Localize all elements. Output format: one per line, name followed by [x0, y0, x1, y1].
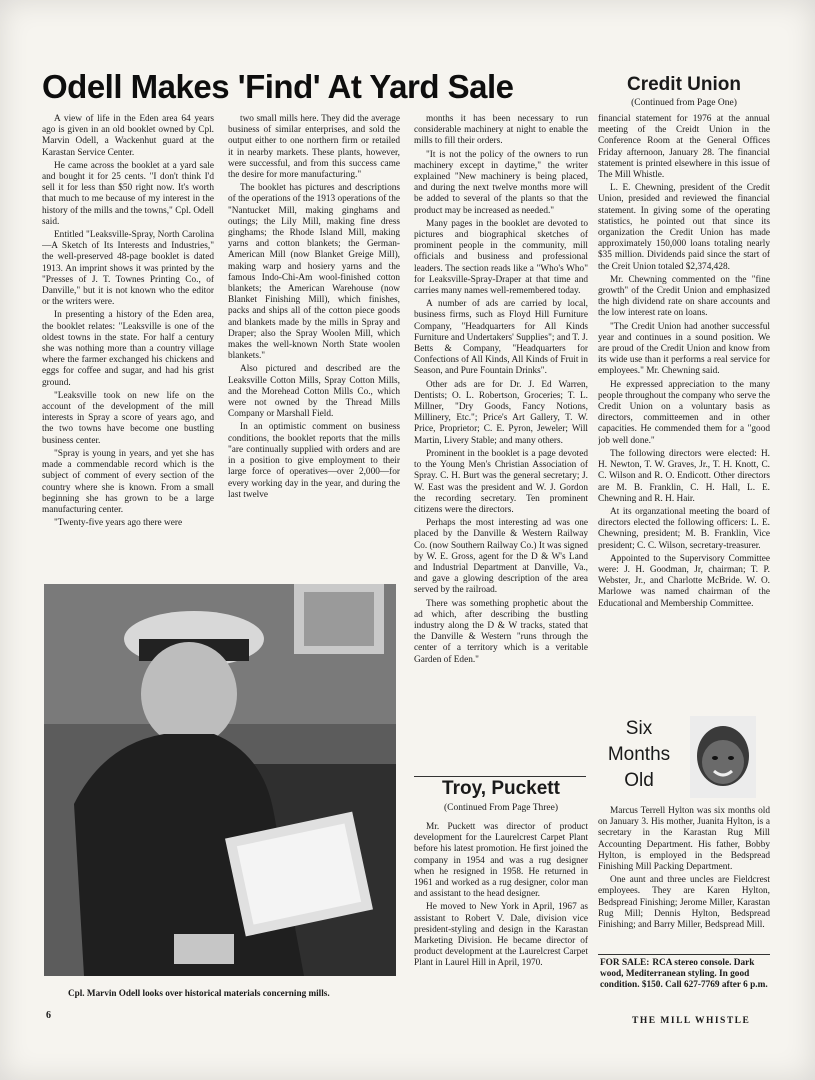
- divider: [414, 776, 586, 777]
- headline: Odell Makes 'Find' At Yard Sale: [42, 68, 514, 105]
- paragraph: months it has been necessary to run considerable machinery at night to enable the mills to fill their orders.: [414, 114, 588, 147]
- paragraph: Entitled "Leaksville-Spray, North Carolina—A Sketch of Its Interests and Industries," the well-preserved 48-page booklet is dated 1913. An imprint shows it was printed by the "Presses of J. T. Townes Printing Co., of Danville," but it is not known who the editor or the writers were.: [42, 230, 214, 308]
- paragraph: Other ads are for Dr. J. Ed Warren, Dentists; O. L. Robertson, Groceries; T. L. Millner, "Dry Goods, Fancy Notions, Millinery, Etc."; Price's Art Gallery, T. W. Price, Proprietor; C. E. Pyron, Jeweler; Will Martin, Livery Stable; and many others.: [414, 379, 588, 446]
- paragraph: "Twenty-five years ago there were: [54, 518, 183, 529]
- paragraph: A view of life in the Eden area 64 years ago is given in an old booklet owned by Cpl. Marvin Odell, a Wackenhut guard at the Karastan Service Center.: [42, 114, 214, 158]
- credit-union-column: [598, 114, 770, 714]
- paragraph: "Leaksville took on new life on the account of the development of the mill interests in Spray a score of years ago, and the two towns have become one bustling business center.: [42, 390, 214, 446]
- paragraph: In an optimistic comment on business conditions, the booklet reports that the mills "are continually supplied with orders and are in a position to give employment to their large force of operatives—over 2,000—for every working day in the year, and during the last twelve: [228, 422, 400, 500]
- baby-photo: [690, 716, 756, 798]
- paragraph: Appointed to the Supervisory Committee were: J. H. Goodman, Jr, chairman; T. P. Webster, Jr., and Charlotte McBride. W. O. Marlowe was named chairman of the Educational and Membership Committee.: [598, 553, 770, 609]
- paragraph: two small mills here. They did the average business of similar enterprises, and sold the output either to one northern firm or retailed it in nearby markets. These plants, however, were successful, and from this success came the desire for more manufacturing.": [228, 114, 400, 181]
- paragraph: L. E. Chewning, president of the Credit Union, presided and reviewed the financial statement. In giving some of the operating statistics, he pointed out that since its organization the Credit Union has made approximately 150,000 loans totaling nearly $35 million. Dividends paid since the start of the Creit Union totaled $2,374,428.: [598, 183, 770, 272]
- photo-caption: Cpl. Marvin Odell looks over historical materials concerning mills.: [68, 988, 330, 998]
- troy-column: [414, 822, 588, 1012]
- paragraph: He moved to New York in April, 1967 as assistant to Robert V. Dale, division vice president-styling and design in the Karastan Marketing Division. He became director of product development at the Laurelcrest Carpet Plant in Laurel Hill in April, 1970.: [414, 902, 588, 969]
- title-line: Old: [624, 770, 654, 791]
- paragraph: Prominent in the booklet is a page devoted to the Young Men's Christian Association of Spray. C. H. Burt was the general secretary; J. W. East was the president and W. J. Gordon the recording secretary. Ten prominent citizens were the directors.: [414, 448, 588, 515]
- credit-union-header: [598, 74, 770, 108]
- paragraph: In presenting a history of the Eden area, the booklet relates: "Leaksville is one of the oldest towns in the state. For half a century she was nothing more than a country village where the farmer exchanged his chickens and eggs for coffee and sugar, and had his grist ground.: [42, 310, 214, 388]
- paragraph: The booklet has pictures and descriptions of the operations of the 1913 operations of the "Nantucket Mill, making ginghams and outings; the Lily Mill, making fine dress ginghams; the Rhode Island Mill, making yarns and cotton blankets; the German-American Mill (now Blanket Greige Mill), making warp and hosiery yarns and the famous Indo-Chi-Am wool-finished cotton blankets; the American Warehouse (now Blanket Finishing Mill), which finishes, packs and ships all of the cotton piece goods and blankets made by the mills in Spray and Draper; also the Spray Woolen Mill, which makes the well-known North State woolen blankets.": [228, 183, 400, 362]
- article-column-3: [414, 114, 588, 774]
- credit-union-continued: (Continued from Page One): [631, 98, 737, 108]
- page-number: 6: [46, 1010, 51, 1021]
- title-line: Six: [625, 718, 653, 739]
- paragraph: He expressed appreciation to the many people throughout the company who serve the Credit Union on a voluntary basis as directors, committeemen and in other capacities. He commended them for a "good job well done.": [598, 379, 770, 446]
- classified-ad: [600, 958, 770, 992]
- troy-continued: (Continued From Page Three): [443, 803, 559, 813]
- paragraph: Perhaps the most interesting ad was one placed by the Danville & Western Railway Co. (now Southern Railway Co.) It was signed by W. E. Gross, agent for the D & W's Land and Industrial Department at Danville, Va., and gave a glowing description of the area served by the railroad.: [414, 518, 588, 596]
- paragraph: At its organzational meeting the board of directors elected the following officers: L. E. Chewning, president; M. B. Franklin, Vice president; C. C. Wilson, secretary-treasurer.: [598, 506, 770, 551]
- odell-photo: [44, 584, 396, 976]
- troy-title: Troy, Puckett: [442, 778, 560, 799]
- paragraph: There was something prophetic about the ad which, after describing the bustling industry along the D & W tracks, stated that the Danville & Western "runs through the center of a territory which is a veritable Garden of Eden.": [414, 598, 588, 665]
- paragraph: Mr. Puckett was director of product development for the Laurelcrest Carpet Plant before his latest promotion. He first joined the company in 1954 and was a rug designer when he resigned in 1958. He returned in 1961 and worked as a rug designer, color man and assistant to the head designer.: [414, 822, 588, 900]
- article-column-2: [228, 114, 400, 582]
- paragraph: The following directors were elected: H. H. Newton, T. W. Graves, Jr., T. H. Knott, C. C. Wilson and R. O. Endicott. Other directors are M. B. Franklin, C. H. Hall, L. E. Chewning and R. H. Hair.: [598, 448, 770, 504]
- article-column-1: [42, 114, 214, 582]
- paragraph: financial statement for 1976 at the annual meeting of the Creidt Union in the Conference Room at the General Offices Friday afternoon, January 28. The financial statement is printed elsewhere in this issue of The Mill Whistle.: [598, 114, 770, 181]
- paragraph: A number of ads are carried by local, business firms, such as Floyd Hill Furniture Company, "Headquarters for All Kinds Furniture and Undertakers' Supplies"; and T. J. Betts & Company, "Headquarters for Confections of All Kinds, All Kinds of Fruit in Season, and Pure Fountain Drinks".: [414, 299, 588, 377]
- paragraph: One aunt and three uncles are Fieldcrest employees. They are Karen Hylton, Bedspread Finishing; Jerome Miller, Karastan Rug Mill; Dennis Hylton, Bedspread Finishing; and Barry Miller, Bedspread Mill.: [598, 875, 770, 931]
- credit-union-title: Credit Union: [627, 74, 741, 95]
- paragraph: "The Credit Union had another successful year and continues in a sound position. We are proud of the Credit Union and know from its wide use than it performs a real service for employees." Mr. Chewning said.: [598, 321, 770, 377]
- paragraph: Mr. Chewning commented on the "fine growth" of the Credit Union and emphasized the high dividend rate on share accounts and the low interest rate on loans.: [598, 274, 770, 319]
- paragraph: "It is not the policy of the owners to run machinery except in daytime," the writer explained "New machinery is being placed, and during the next twelve months more will be added to several of the plants so that the product may be increased as needed.": [414, 149, 588, 216]
- ad-text: RCA stereo console. Dark wood, Mediterranean styling. In good condition. $150. Call 627-7769 after 6 p.m.: [600, 958, 768, 991]
- paragraph: "Spray is young in years, and yet she has made a commendable record which is the subject of comment of every section of the country where she is known. From a small beginning she has grown to be a large manufacturing center.: [42, 448, 214, 515]
- ad-label: FOR SALE:: [600, 958, 650, 968]
- paragraph: He came across the booklet at a yard sale and bought it for 25 cents. "I don't think I'd sell it for less than $50 right now. It's worth that much to me because of my interest in the history of the mills and the towns," Cpl. Odell said.: [42, 160, 214, 227]
- paragraph: Marcus Terrell Hylton was six months old on January 3. His mother, Juanita Hylton, is a secretary in the Karastan Rug Mill Accounting Department. His father, Bobby Hylton, is employed in the Bedspread Finishing Mill Packing Department.: [598, 806, 770, 873]
- paragraph: Also pictured and described are the Leaksville Cotton Mills, Spray Cotton Mills, and the Morehead Cotton Mills Co., which were not owned by the Thread Mills Company or Marshall Field.: [228, 364, 400, 420]
- title-line: Months: [607, 744, 671, 765]
- troy-header: [414, 778, 588, 813]
- six-months-text: [598, 806, 770, 951]
- divider: [598, 954, 770, 955]
- paragraph: Many pages in the booklet are devoted to pictures and biographical sketches of prominent people in the community, mill officials and business and professional leaders. The section reads like a "Who's Who" for Leaksville-Spray-Draper at that time and carries many names well-remembered today.: [414, 218, 588, 297]
- six-months-box: [598, 716, 770, 802]
- six-months-title: [598, 716, 680, 794]
- publication-name: THE MILL WHISTLE: [632, 1016, 751, 1026]
